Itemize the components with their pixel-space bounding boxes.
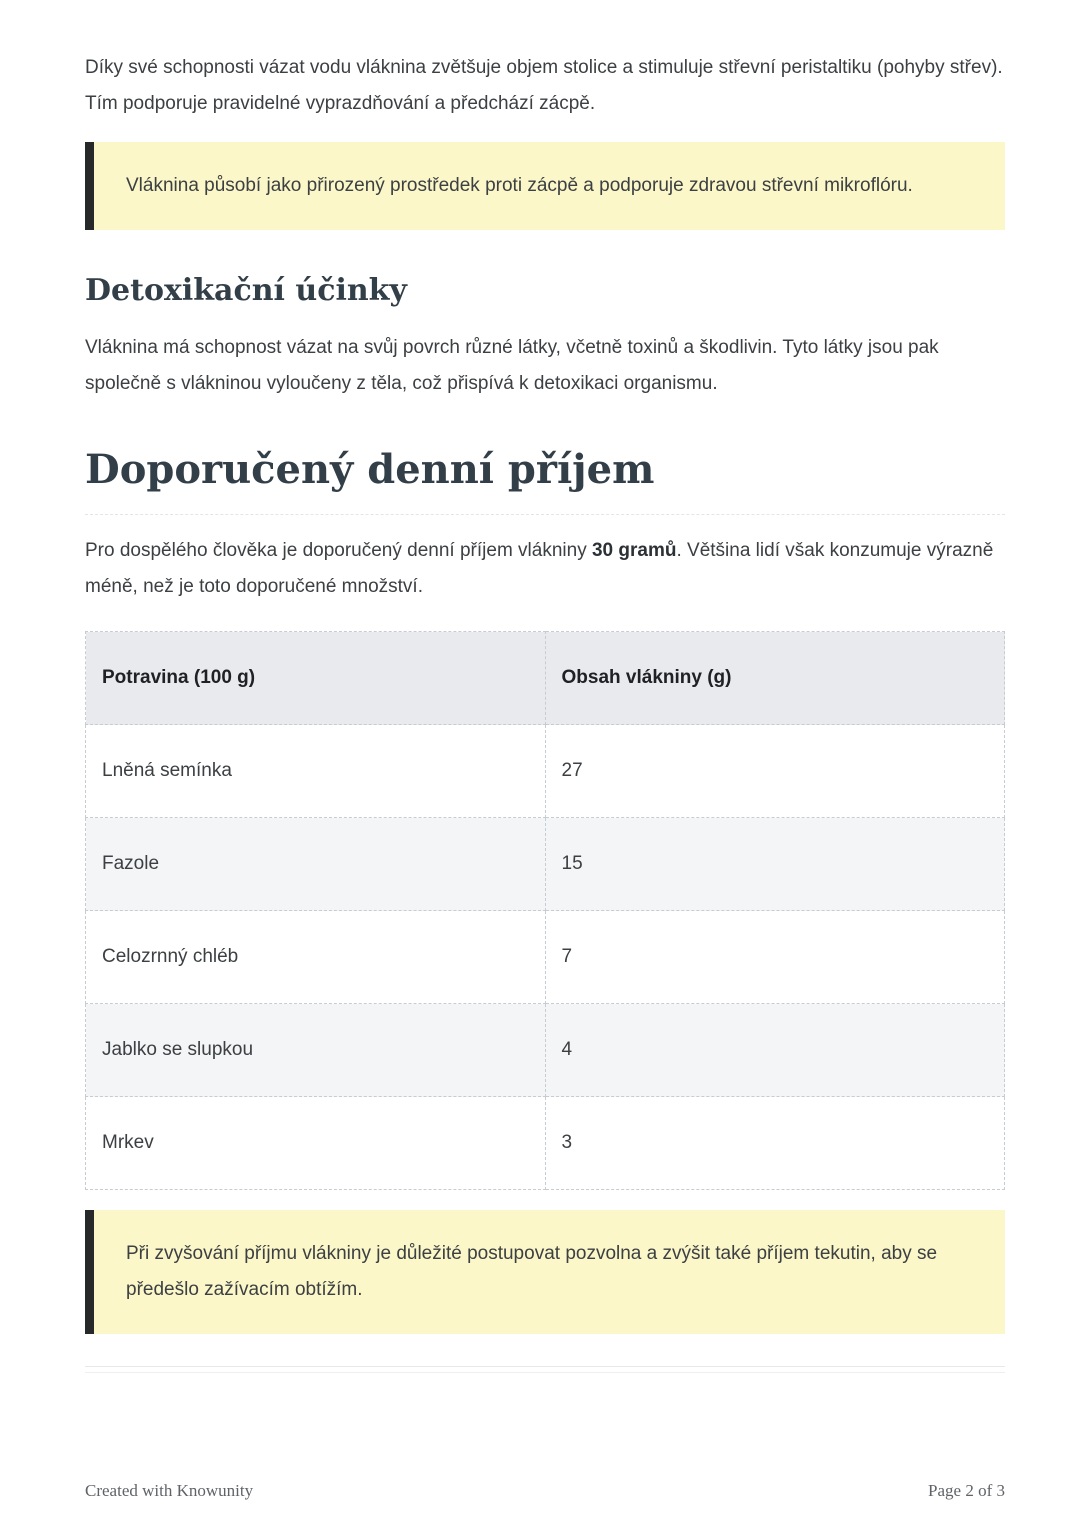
table-cell-fiber: 4 [545,1004,1005,1097]
table-row [86,911,1005,1004]
page-footer [85,1441,1005,1501]
section-heading-detox: Detoxikační účinky [85,273,407,308]
table-header-food: Potravina (100 g) [86,632,546,725]
callout-constipation-text: Vláknina působí jako přirozený prostředek proti zácpě a podporuje zdravou střevní mikroflóru. [126,175,913,196]
intake-amount-bold: 30 gramů [591,540,677,561]
callout-box-increase-intake [85,1210,1005,1334]
intake-paragraph-end: . Většina lidí však konzumuje výrazně méně, než je toto doporučené množství. [85,540,994,597]
table-cell-food: Mrkev [86,1097,546,1190]
table-row [86,818,1005,911]
table-header-row [86,632,1005,725]
intake-paragraph-start: Pro dospělého člověka je doporučený denní příjem vlákniny [85,540,592,561]
table-cell-food: Lněná semínka [86,725,546,818]
table-cell-food: Fazole [86,818,546,911]
page-heading-daily-intake: Doporučený denní příjem [85,446,1005,515]
table-cell-food: Celozrnný chléb [86,911,546,1004]
footer-page-number: Page 2 of 3 [928,1481,1005,1500]
table-cell-fiber: 15 [545,818,1005,911]
table-cell-fiber: 27 [545,725,1005,818]
table-header-fiber: Obsah vlákniny (g) [545,632,1005,725]
callout-increase-intake-text: Při zvyšování příjmu vlákniny je důležité postupovat pozvolna a zvýšit také příjem tekutin, aby se předešlo zažívacím obtížím. [126,1243,938,1300]
callout-box-constipation [85,142,1005,230]
table-row [86,1004,1005,1097]
intake-paragraph [85,533,1005,605]
detox-paragraph: Vláknina má schopnost vázat na svůj povrch různé látky, včetně toxinů a škodlivin. Tyto látky jsou pak společně s vlákninou vyloučeny z těla, což přispívá k detoxikaci organismu. [85,337,939,394]
table-cell-food: Jablko se slupkou [86,1004,546,1097]
intro-paragraph: Díky své schopnosti vázat vodu vláknina zvětšuje objem stolice a stimuluje střevní peristaltiku (pohyby střev). Tím podporuje pravidelné vyprazdňování a předchází zácpě. [85,57,1003,114]
table-row [86,725,1005,818]
fiber-content-table [85,631,1005,1190]
section-divider [85,1366,1005,1373]
table-row [86,1097,1005,1190]
table-cell-fiber: 7 [545,911,1005,1004]
footer-branding: Created with Knowunity [85,1481,254,1500]
table-cell-fiber: 3 [545,1097,1005,1190]
